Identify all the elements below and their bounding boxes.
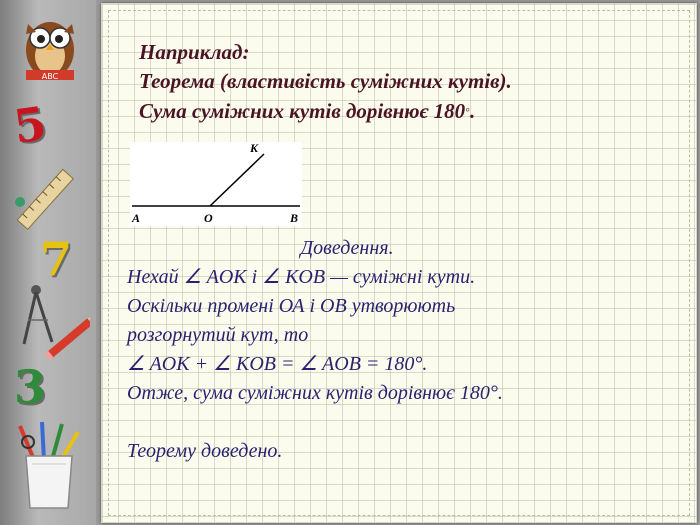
compass-icon	[14, 284, 90, 364]
digit-seven: 7	[40, 232, 73, 286]
theorem-statement	[139, 96, 679, 126]
proof-block	[127, 234, 687, 466]
digit-five: 5	[10, 96, 50, 154]
proof-line-1: Нехай ∠ AOK і ∠ KOB — суміжні кути.	[127, 266, 476, 288]
label-b: B	[290, 211, 299, 225]
theorem-heading	[139, 38, 679, 126]
label-a: A	[132, 211, 141, 225]
theorem-statement-text: Сума суміжних кутів дорівнює 180	[139, 99, 466, 123]
digit-three: 3	[14, 360, 47, 414]
label-k: K	[250, 142, 259, 155]
ruler-icon	[8, 168, 84, 232]
proof-line-5: Отже, сума суміжних кутів дорівнює 180°.	[127, 382, 503, 404]
owl-mascot-icon	[14, 6, 86, 84]
spacer	[127, 408, 687, 437]
angle-diagram	[130, 142, 302, 226]
ray-ok	[210, 154, 264, 206]
label-o: O	[204, 211, 213, 225]
pencil-cup-icon	[14, 420, 84, 512]
degree-mark: ◦	[465, 103, 471, 118]
proof-line-3: розгорнутий кут, то	[127, 324, 309, 346]
notebook-page	[101, 3, 697, 523]
proof-title: Доведення.	[300, 237, 394, 259]
svg-text:ABC: ABC	[41, 72, 59, 81]
theorem-title: Теорема (властивість суміжних кутів).	[139, 69, 512, 93]
adjacent-angles-figure	[130, 142, 302, 226]
example-label: Наприклад:	[139, 40, 250, 64]
decorative-sidebar	[0, 0, 96, 525]
proof-line-4: ∠ AOK + ∠ KOB = ∠ AOB = 180°.	[127, 353, 428, 375]
statement-period: .	[470, 99, 476, 123]
proof-conclusion: Теорему доведено.	[127, 440, 283, 462]
proof-line-2: Оскільки промені ОА і ОВ утворюють	[127, 295, 456, 317]
